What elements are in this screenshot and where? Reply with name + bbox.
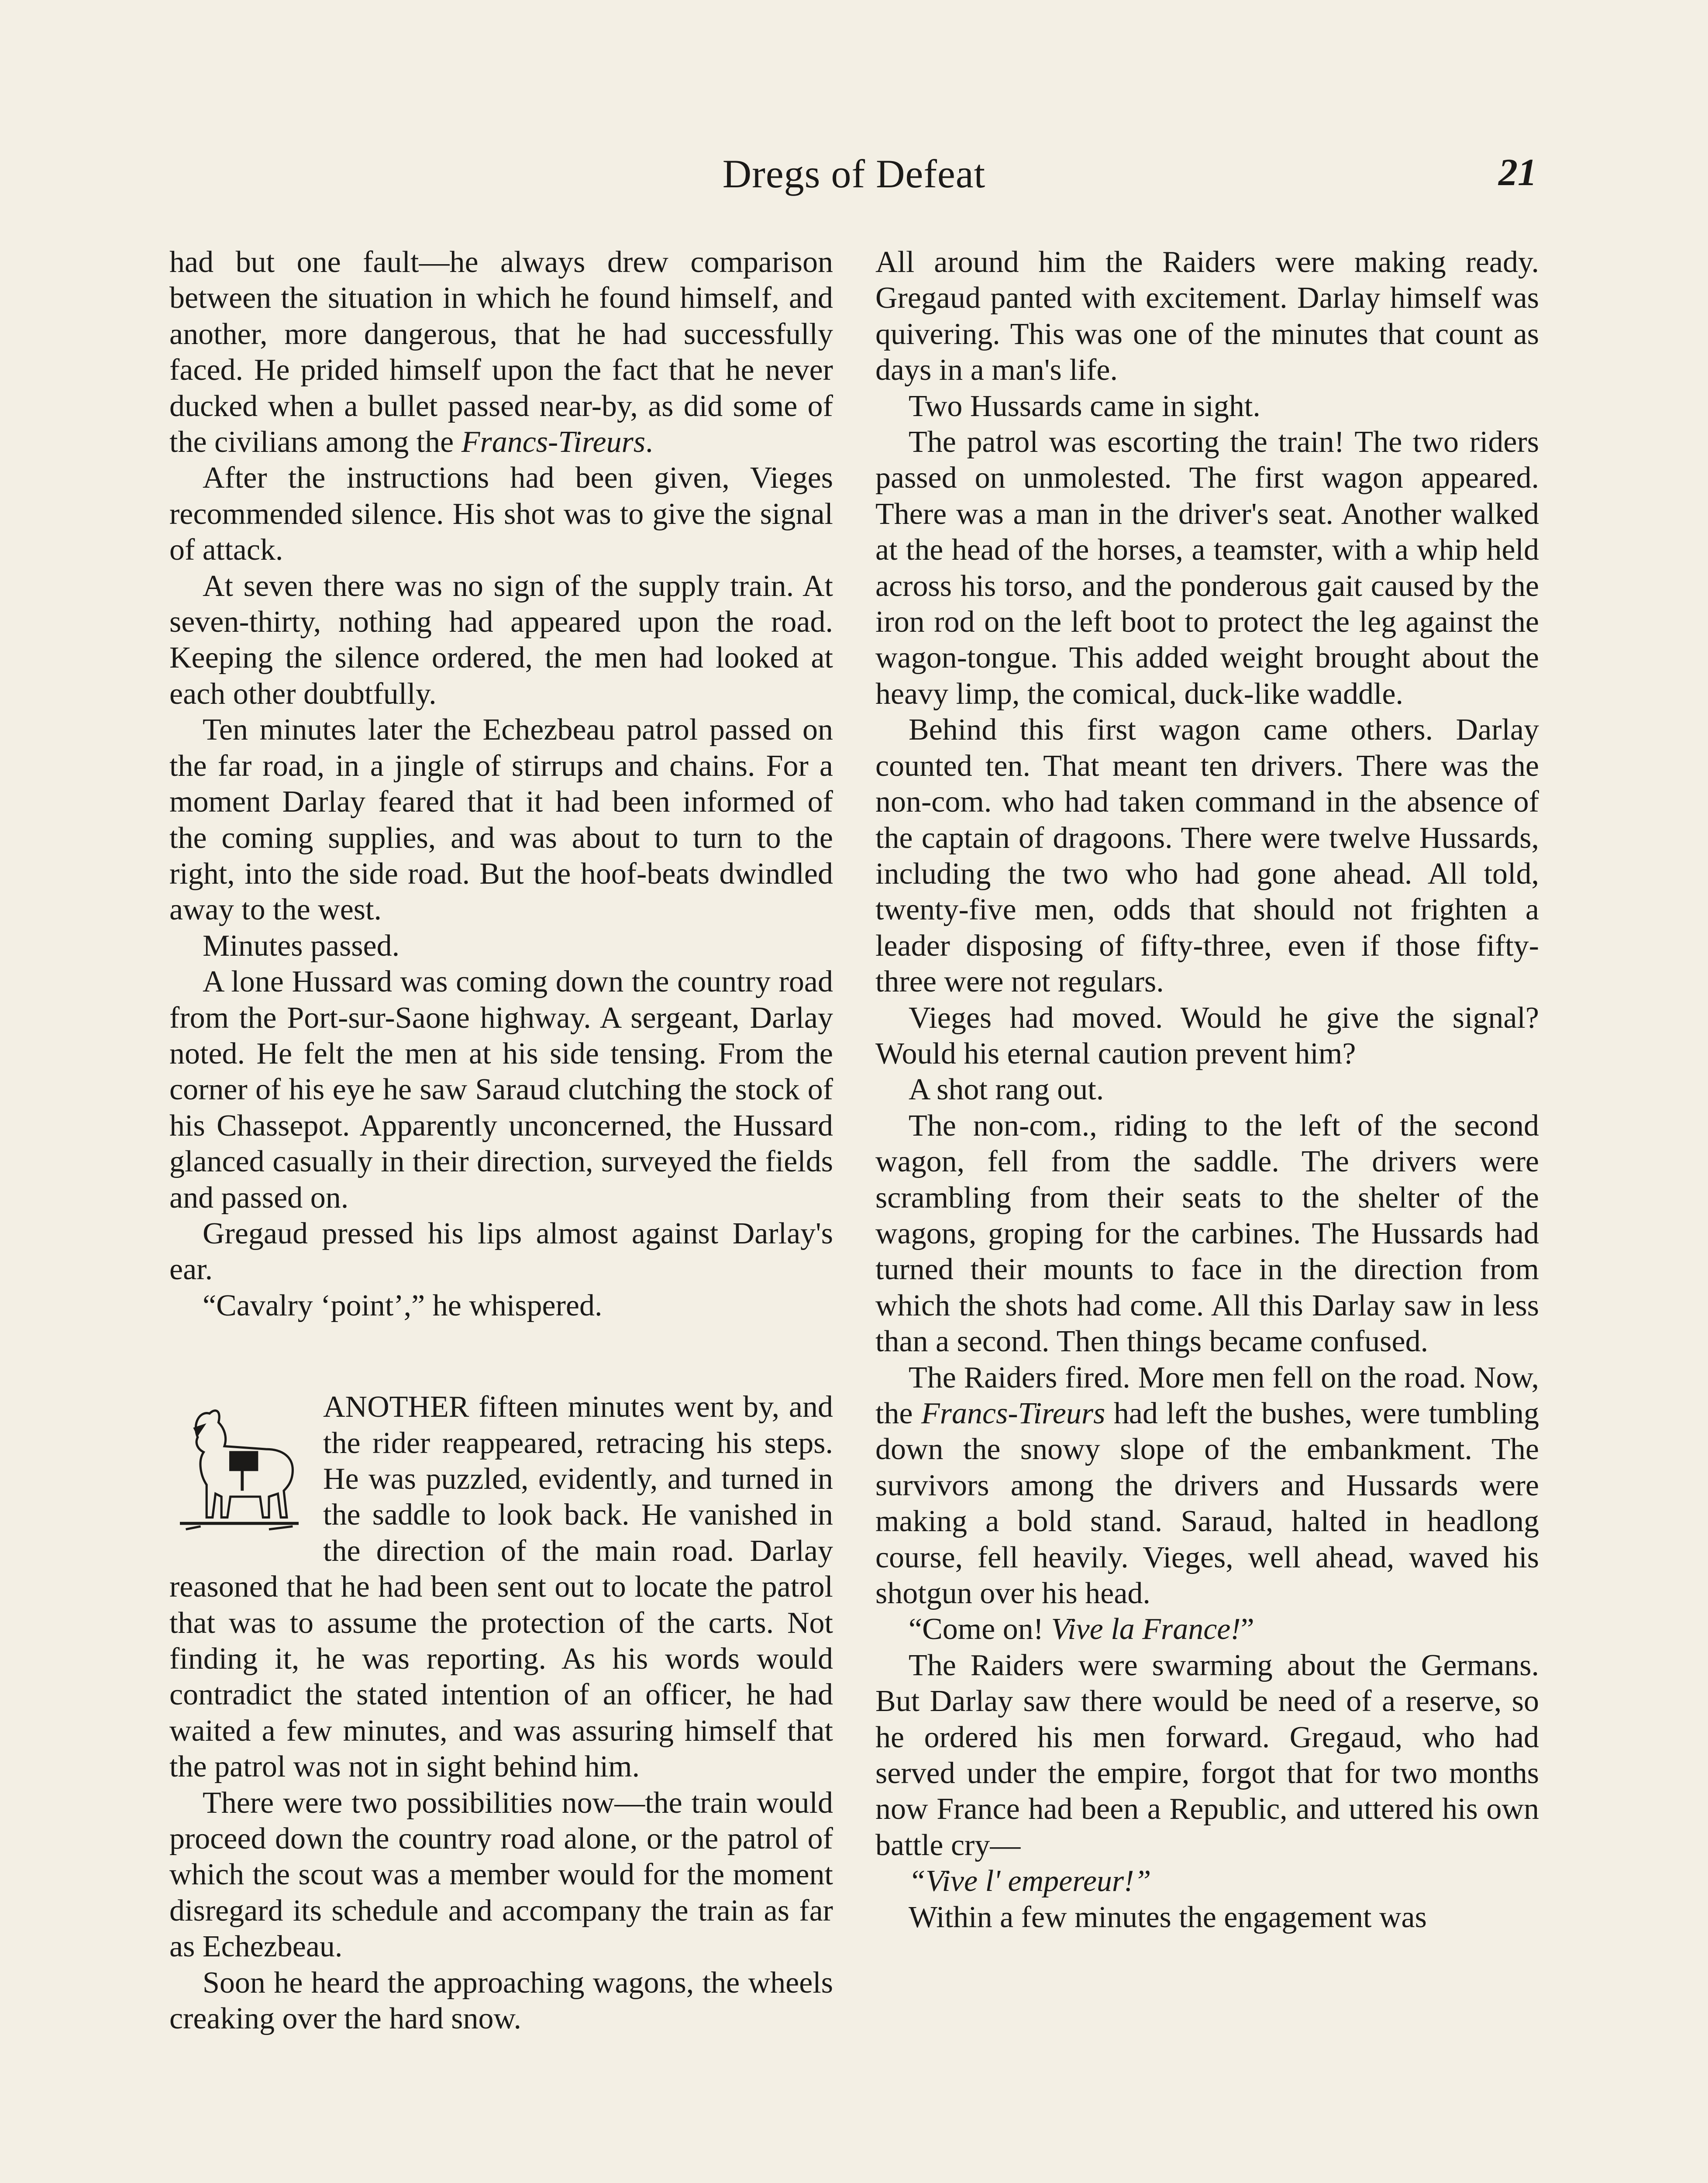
left-column — [169, 244, 833, 2037]
paragraph: After the instructions had been given, Vieges recommended silence. His shot was to give the signal of attack. — [169, 461, 833, 567]
dialogue-line: “Vive l' empereur!” — [909, 1864, 1151, 1898]
paragraph: A lone Hussard was coming down the country road from the Port-sur-Saone highway. A sergeant, Darlay noted. He felt the men at his side tensing. From the corner of his eye he saw Saraud clutching the stock of his Chassepot. Apparently unconcerned, the Hussard glanced casually in their direction, surveyed the fields and passed on. — [169, 965, 833, 1215]
paragraph: All around him the Raiders were making ready. Gregaud panted with excitement. Darlay himself was quivering. This was one of the minutes that count as days in a man's life. — [875, 245, 1539, 387]
paragraph: The Raiders fired. More men fell on the road. Now, the Francs-Tireurs had left the bushes, were tumbling down the snowy slope of the embankment. The survivors among the drivers and Hussards were making a bold stand. Saraud, halted in headlong course, fell heavily. Vieges, well ahead, waved his shotgun over his head. — [875, 1360, 1539, 1611]
running-header-title: Dregs of Defeat — [722, 152, 986, 196]
dialogue-line: “Come on! Vive la France!” — [909, 1612, 1254, 1646]
paragraph: Ten minutes later the Echezbeau patrol passed on the far road, in a jingle of stirrups and chains. For a moment Darlay feared that it had been informed of the coming supplies, and was about to turn to the right, into the side road. But the hoof-beats dwindled away to the west. — [169, 713, 833, 927]
paragraph: The Raiders were swarming about the Germans. But Darlay saw there would be need of a reserve, so he ordered his men forward. Gregaud, who had served under the empire, forgot that for two months now France had been a Republic, and uttered his own battle cry— — [875, 1648, 1539, 1862]
paragraph: There were two possibilities now—the train would proceed down the country road alone, or the patrol of which the scout was a member would for the moment disregard its schedule and accompany the train as far as Echezbeau. — [169, 1786, 833, 1964]
horse-illustration-icon — [165, 1393, 313, 1541]
section-opening-paragraph: ANOTHER fifteen minutes went by, and the rider reappeared, retracing his steps. He was puzzled, evidently, and turned in the saddle to look back. He vanished in the direction of the main road. Darlay reasoned that he had been sent out to locate the patrol that was to assume the protection of the carts. Not finding it, he was reporting. As his words would contradict the stated intention of an officer, he had waited a few minutes, and was assuring himself that the patrol was not in sight behind him. — [169, 1389, 833, 1785]
paragraph: had but one fault—he always drew comparison between the situation in which he found himself, and another, more dangerous, that he had successfully faced. He prided himself upon the fact that he never ducked when a bullet passed near-by, as did some of the civilians among the Francs-Tireurs. — [169, 245, 833, 459]
paragraph: The non-com., riding to the left of the second wagon, fell from the saddle. The drivers were scrambling from their seats to the shelter of the wagons, groping for the carbines. The Hussards had turned their mounts to face in the direction from which the shots had come. All this Darlay saw in less than a second. Then things became confused. — [875, 1109, 1539, 1359]
paragraph: Vieges had moved. Would he give the signal? Would his eternal caution prevent him? — [875, 1001, 1539, 1071]
paragraph: Within a few minutes the engagement was — [909, 1900, 1427, 1934]
paragraph: Minutes passed. — [203, 929, 400, 963]
paragraph: The patrol was escorting the train! The two riders passed on unmolested. The first wagon appeared. There was a man in the driver's seat. Another walked at the head of the horses, a teamster, with a whip held across his torso, and the ponderous gait caused by the iron rod on the left boot to protect the leg against the wagon-tongue. This added weight brought about the heavy limp, the comical, duck-like waddle. — [875, 425, 1539, 711]
paragraph: Soon he heard the approaching wagons, the wheels creaking over the hard snow. — [169, 1966, 833, 2036]
paragraph: Behind this first wagon came others. Darlay counted ten. That meant ten drivers. There was the non-com. who had taken command in the absence of the captain of dragoons. There were twelve Hussards, including the two who had gone ahead. All told, twenty-five men, odds that should not frighten a leader disposing of fifty-three, even if those fifty-three were not regulars. — [875, 713, 1539, 999]
right-column — [875, 244, 1539, 1935]
paragraph: “Cavalry ‘point’,” he whispered. — [203, 1288, 603, 1322]
paragraph: A shot rang out. — [909, 1073, 1104, 1107]
paragraph: Two Hussards came in sight. — [909, 389, 1260, 423]
paragraph: At seven there was no sign of the supply train. At seven-thirty, nothing had appeared upon the road. Keeping the silence ordered, the men had looked at each other doubtfully. — [169, 569, 833, 711]
paragraph: Gregaud pressed his lips almost against Darlay's ear. — [169, 1216, 833, 1287]
page-number: 21 — [1498, 152, 1537, 194]
